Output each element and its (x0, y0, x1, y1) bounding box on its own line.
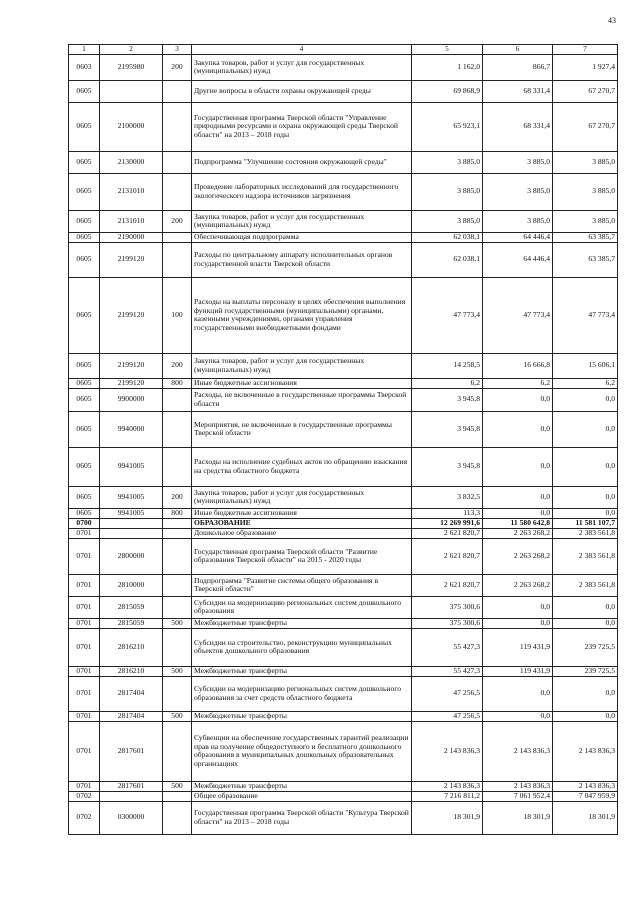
amount-year3-cell: 67 270,7 (553, 80, 618, 102)
target-article-cell: 2199120 (100, 378, 163, 388)
expense-type-cell (163, 538, 192, 574)
expense-type-cell (163, 791, 192, 801)
expense-type-cell (163, 801, 192, 834)
amount-year1-cell: 375 300,6 (412, 618, 483, 628)
expense-type-cell (163, 151, 192, 173)
amount-year3-cell: 11 581 107,7 (553, 518, 618, 528)
item-name-cell: Расходы, не включенные в государственные программы Тверской области (192, 388, 412, 411)
section-code-cell: 0701 (69, 666, 100, 676)
table-row (69, 447, 618, 486)
header-cell-2: 2 (100, 45, 163, 55)
section-code-cell: 0701 (69, 721, 100, 781)
target-article-cell: 2199120 (100, 242, 163, 277)
table-row (69, 388, 618, 411)
amount-year3-cell: 3 885,0 (553, 210, 618, 232)
amount-year1-cell: 3 945,8 (412, 388, 483, 411)
item-name-cell: Субсидии на модернизацию региональных систем дошкольного образования (192, 596, 412, 618)
amount-year1-cell: 62 038,1 (412, 242, 483, 277)
item-name-cell: Субсидии на строительство, реконструкцию муниципальных объектов дошкольного образования (192, 628, 412, 666)
amount-year1-cell: 2 143 836,3 (412, 781, 483, 791)
amount-year2-cell: 7 061 952,4 (483, 791, 553, 801)
expense-type-cell (163, 628, 192, 666)
amount-year3-cell: 67 270,7 (553, 102, 618, 151)
budget-table (68, 44, 618, 835)
expense-type-cell: 500 (163, 618, 192, 628)
amount-year1-cell: 375 300,6 (412, 596, 483, 618)
expense-type-cell (163, 721, 192, 781)
section-code-cell: 0605 (69, 210, 100, 232)
table-body (69, 54, 618, 834)
target-article-cell: 2816210 (100, 666, 163, 676)
table-row (69, 538, 618, 574)
section-code-cell: 0701 (69, 596, 100, 618)
expense-type-cell: 200 (163, 353, 192, 378)
amount-year3-cell: 0,0 (553, 676, 618, 711)
amount-year3-cell: 0,0 (553, 486, 618, 508)
amount-year3-cell: 1 927,4 (553, 54, 618, 80)
page-number: 43 (608, 16, 616, 25)
section-code-cell: 0605 (69, 232, 100, 242)
amount-year2-cell: 3 885,0 (483, 210, 553, 232)
target-article-cell: 2195980 (100, 54, 163, 80)
header-cell-6: 6 (483, 45, 553, 55)
amount-year1-cell: 47 256,5 (412, 711, 483, 721)
section-code-cell: 0605 (69, 447, 100, 486)
table-row (69, 232, 618, 242)
section-code-cell: 0605 (69, 378, 100, 388)
table-row (69, 628, 618, 666)
expense-type-cell (163, 411, 192, 447)
amount-year3-cell: 6,2 (553, 378, 618, 388)
header-cell-1: 1 (69, 45, 100, 55)
table-row (69, 353, 618, 378)
header-cell-3: 3 (163, 45, 192, 55)
table-row (69, 518, 618, 528)
amount-year1-cell: 55 427,3 (412, 628, 483, 666)
expense-type-cell (163, 518, 192, 528)
item-name-cell: Субсидии на модернизацию региональных систем дошкольного образования за счет средств областного бюджета (192, 676, 412, 711)
item-name-cell: Закупка товаров, работ и услуг для государственных (муниципальных) нужд (192, 486, 412, 508)
item-name-cell: Расходы по центральному аппарату исполнительных органов государственной власти Тверской области (192, 242, 412, 277)
target-article-cell: 2817404 (100, 711, 163, 721)
section-code-cell: 0701 (69, 781, 100, 791)
table-row (69, 781, 618, 791)
amount-year2-cell: 0,0 (483, 388, 553, 411)
amount-year2-cell: 0,0 (483, 676, 553, 711)
amount-year2-cell: 3 885,0 (483, 173, 553, 210)
amount-year2-cell: 0,0 (483, 618, 553, 628)
amount-year1-cell: 3 885,0 (412, 173, 483, 210)
expense-type-cell: 200 (163, 210, 192, 232)
item-name-cell: Мероприятия, не включенные в государственные программы Тверской области (192, 411, 412, 447)
amount-year2-cell: 16 666,8 (483, 353, 553, 378)
item-name-cell: Подпрограмма "Улучшение состояния окружающей среды" (192, 151, 412, 173)
amount-year3-cell: 3 885,0 (553, 151, 618, 173)
expense-type-cell: 100 (163, 277, 192, 353)
table-row (69, 102, 618, 151)
section-code-cell: 0605 (69, 242, 100, 277)
expense-type-cell: 500 (163, 666, 192, 676)
expense-type-cell (163, 232, 192, 242)
section-code-cell: 0605 (69, 173, 100, 210)
section-code-cell: 0701 (69, 676, 100, 711)
amount-year1-cell: 7 216 811,2 (412, 791, 483, 801)
target-article-cell: 9941005 (100, 447, 163, 486)
table-row (69, 378, 618, 388)
section-code-cell: 0605 (69, 486, 100, 508)
item-name-cell: Закупка товаров, работ и услуг для государственных (муниципальных) нужд (192, 353, 412, 378)
table-row (69, 486, 618, 508)
amount-year1-cell: 69 868,9 (412, 80, 483, 102)
table-row (69, 54, 618, 80)
table-row (69, 151, 618, 173)
target-article-cell: 2131010 (100, 173, 163, 210)
item-name-cell: Иные бюджетные ассигнования (192, 378, 412, 388)
target-article-cell: 2131010 (100, 210, 163, 232)
amount-year1-cell: 3 832,5 (412, 486, 483, 508)
item-name-cell: Закупка товаров, работ и услуг для государственных (муниципальных) нужд (192, 210, 412, 232)
item-name-cell: Субвенции на обеспечение государственных гарантий реализации прав на получение общедоступного и бесплатного дошкольного образования в муниципальных дошкольных образовательных организациях (192, 721, 412, 781)
section-code-cell: 0605 (69, 411, 100, 447)
amount-year3-cell: 18 301,9 (553, 801, 618, 834)
table-row (69, 801, 618, 834)
item-name-cell: ОБРАЗОВАНИЕ (192, 518, 412, 528)
expense-type-cell: 800 (163, 378, 192, 388)
amount-year2-cell: 64 446,4 (483, 232, 553, 242)
item-name-cell: Обеспечивающая подпрограмма (192, 232, 412, 242)
table-row (69, 528, 618, 538)
expense-type-cell (163, 80, 192, 102)
target-article-cell: 9900000 (100, 388, 163, 411)
amount-year1-cell: 2 143 836,3 (412, 721, 483, 781)
target-article-cell: 0300000 (100, 801, 163, 834)
item-name-cell: Дошкольное образование (192, 528, 412, 538)
expense-type-cell (163, 528, 192, 538)
header-row (69, 45, 618, 55)
table-row (69, 791, 618, 801)
amount-year1-cell: 6,2 (412, 378, 483, 388)
section-code-cell: 0605 (69, 388, 100, 411)
amount-year2-cell: 64 446,4 (483, 242, 553, 277)
amount-year2-cell: 6,2 (483, 378, 553, 388)
table-row (69, 508, 618, 518)
section-code-cell: 0701 (69, 628, 100, 666)
item-name-cell: Государственная программа Тверской области "Развитие образования Тверской области" на 2015 - 2020 годы (192, 538, 412, 574)
amount-year1-cell: 62 038,1 (412, 232, 483, 242)
expense-type-cell (163, 173, 192, 210)
amount-year2-cell: 68 331,4 (483, 102, 553, 151)
amount-year1-cell: 18 301,9 (412, 801, 483, 834)
table-row (69, 676, 618, 711)
amount-year2-cell: 2 143 836,3 (483, 721, 553, 781)
amount-year2-cell: 68 331,4 (483, 80, 553, 102)
target-article-cell: 2810000 (100, 574, 163, 596)
item-name-cell: Межбюджетные трансферты (192, 666, 412, 676)
table-row (69, 711, 618, 721)
target-article-cell (100, 528, 163, 538)
target-article-cell: 2817601 (100, 781, 163, 791)
section-code-cell: 0605 (69, 277, 100, 353)
section-code-cell: 0701 (69, 618, 100, 628)
table-row (69, 574, 618, 596)
expense-type-cell (163, 447, 192, 486)
target-article-cell: 2190000 (100, 232, 163, 242)
table-row (69, 721, 618, 781)
amount-year2-cell: 18 301,9 (483, 801, 553, 834)
amount-year2-cell: 866,7 (483, 54, 553, 80)
section-code-cell: 0605 (69, 102, 100, 151)
section-code-cell: 0701 (69, 538, 100, 574)
target-article-cell (100, 518, 163, 528)
item-name-cell: Подпрограмма "Развитие системы общего образования в Тверской области" (192, 574, 412, 596)
amount-year3-cell: 0,0 (553, 596, 618, 618)
amount-year1-cell: 3 885,0 (412, 210, 483, 232)
amount-year1-cell: 3 885,0 (412, 151, 483, 173)
amount-year3-cell: 2 143 836,3 (553, 721, 618, 781)
item-name-cell: Закупка товаров, работ и услуг для государственных (муниципальных) нужд (192, 54, 412, 80)
section-code-cell: 0701 (69, 574, 100, 596)
amount-year2-cell: 0,0 (483, 447, 553, 486)
amount-year2-cell: 2 143 836,3 (483, 781, 553, 791)
target-article-cell (100, 80, 163, 102)
amount-year2-cell: 47 773,4 (483, 277, 553, 353)
amount-year1-cell: 1 162,0 (412, 54, 483, 80)
item-name-cell: Государственная программа Тверской области "Управление природными ресурсами и охрана окружающей среды Тверской области" на 2013 – 2018 годы (192, 102, 412, 151)
amount-year3-cell: 2 383 561,8 (553, 538, 618, 574)
table-row (69, 210, 618, 232)
amount-year1-cell: 2 621 820,7 (412, 574, 483, 596)
amount-year2-cell: 0,0 (483, 508, 553, 518)
amount-year2-cell: 0,0 (483, 596, 553, 618)
amount-year3-cell: 15 606,1 (553, 353, 618, 378)
target-article-cell: 2800000 (100, 538, 163, 574)
expense-type-cell: 200 (163, 54, 192, 80)
amount-year3-cell: 2 143 836,3 (553, 781, 618, 791)
header-cell-4: 4 (192, 45, 412, 55)
target-article-cell: 2817601 (100, 721, 163, 781)
amount-year3-cell: 239 725,5 (553, 666, 618, 676)
item-name-cell: Межбюджетные трансферты (192, 781, 412, 791)
section-code-cell: 0605 (69, 151, 100, 173)
target-article-cell: 2815059 (100, 596, 163, 618)
amount-year3-cell: 2 383 561,8 (553, 574, 618, 596)
item-name-cell: Расходы на выплаты персоналу в целях обеспечения выполнения функций государственными (муниципальными) органами, казенными учреждениями, органами управления государственными внебюджетными фондами (192, 277, 412, 353)
amount-year2-cell: 2 263 268,2 (483, 538, 553, 574)
expense-type-cell (163, 388, 192, 411)
target-article-cell: 9941005 (100, 508, 163, 518)
table-row (69, 411, 618, 447)
expense-type-cell (163, 596, 192, 618)
item-name-cell: Межбюджетные трансферты (192, 711, 412, 721)
table-row (69, 618, 618, 628)
target-article-cell: 2100000 (100, 102, 163, 151)
section-code-cell: 0701 (69, 711, 100, 721)
section-code-cell: 0605 (69, 80, 100, 102)
target-article-cell: 9940000 (100, 411, 163, 447)
amount-year3-cell: 47 773,4 (553, 277, 618, 353)
item-name-cell: Общее образование (192, 791, 412, 801)
amount-year3-cell: 3 885,0 (553, 173, 618, 210)
item-name-cell: Расходы на исполнение судебных актов по обращению взыскания на средства областного бюджета (192, 447, 412, 486)
amount-year2-cell: 2 263 268,2 (483, 574, 553, 596)
item-name-cell: Государственная программа Тверской области "Культура Тверской области" на 2013 – 2018 годы (192, 801, 412, 834)
amount-year2-cell: 119 431,9 (483, 628, 553, 666)
amount-year1-cell: 3 945,8 (412, 411, 483, 447)
expense-type-cell (163, 102, 192, 151)
amount-year2-cell: 3 885,0 (483, 151, 553, 173)
amount-year3-cell: 0,0 (553, 508, 618, 518)
item-name-cell: Проведение лабораторных исследований для государственного экологического надзора источников загрязнения (192, 173, 412, 210)
amount-year1-cell: 2 621 820,7 (412, 538, 483, 574)
amount-year1-cell: 47 773,4 (412, 277, 483, 353)
section-code-cell: 0605 (69, 508, 100, 518)
section-code-cell: 0603 (69, 54, 100, 80)
amount-year3-cell: 0,0 (553, 618, 618, 628)
section-code-cell: 0702 (69, 801, 100, 834)
amount-year1-cell: 47 256,5 (412, 676, 483, 711)
target-article-cell: 2815059 (100, 618, 163, 628)
table-row (69, 242, 618, 277)
amount-year3-cell: 63 385,7 (553, 242, 618, 277)
target-article-cell: 2816210 (100, 628, 163, 666)
amount-year3-cell: 63 385,7 (553, 232, 618, 242)
amount-year1-cell: 55 427,3 (412, 666, 483, 676)
expense-type-cell (163, 242, 192, 277)
expense-type-cell: 800 (163, 508, 192, 518)
item-name-cell: Межбюджетные трансферты (192, 618, 412, 628)
amount-year1-cell: 12 269 991,6 (412, 518, 483, 528)
amount-year1-cell: 2 621 820,7 (412, 528, 483, 538)
amount-year1-cell: 3 945,8 (412, 447, 483, 486)
table-row (69, 80, 618, 102)
amount-year3-cell: 0,0 (553, 711, 618, 721)
section-code-cell: 0702 (69, 791, 100, 801)
expense-type-cell (163, 676, 192, 711)
expense-type-cell (163, 574, 192, 596)
amount-year3-cell: 7 047 959,9 (553, 791, 618, 801)
amount-year2-cell: 11 580 642,8 (483, 518, 553, 528)
amount-year2-cell: 0,0 (483, 411, 553, 447)
target-article-cell: 2817404 (100, 676, 163, 711)
amount-year3-cell: 0,0 (553, 411, 618, 447)
table-row (69, 596, 618, 618)
table-row (69, 173, 618, 210)
item-name-cell: Иные бюджетные ассигнования (192, 508, 412, 518)
table-row (69, 666, 618, 676)
section-code-cell: 0701 (69, 528, 100, 538)
target-article-cell (100, 791, 163, 801)
expense-type-cell: 500 (163, 711, 192, 721)
amount-year3-cell: 0,0 (553, 447, 618, 486)
table-row (69, 277, 618, 353)
amount-year3-cell: 239 725,5 (553, 628, 618, 666)
target-article-cell: 9941005 (100, 486, 163, 508)
target-article-cell: 2199120 (100, 353, 163, 378)
expense-type-cell: 500 (163, 781, 192, 791)
expense-type-cell: 200 (163, 486, 192, 508)
amount-year1-cell: 113,3 (412, 508, 483, 518)
amount-year2-cell: 119 431,9 (483, 666, 553, 676)
header-cell-7: 7 (553, 45, 618, 55)
target-article-cell: 2199120 (100, 277, 163, 353)
amount-year1-cell: 65 923,1 (412, 102, 483, 151)
amount-year1-cell: 14 258,5 (412, 353, 483, 378)
amount-year3-cell: 2 383 561,8 (553, 528, 618, 538)
target-article-cell: 2130000 (100, 151, 163, 173)
amount-year2-cell: 2 263 268,2 (483, 528, 553, 538)
section-code-cell: 0700 (69, 518, 100, 528)
item-name-cell: Другие вопросы в области охраны окружающей среды (192, 80, 412, 102)
amount-year2-cell: 0,0 (483, 711, 553, 721)
amount-year2-cell: 0,0 (483, 486, 553, 508)
section-code-cell: 0605 (69, 353, 100, 378)
header-cell-5: 5 (412, 45, 483, 55)
amount-year3-cell: 0,0 (553, 388, 618, 411)
